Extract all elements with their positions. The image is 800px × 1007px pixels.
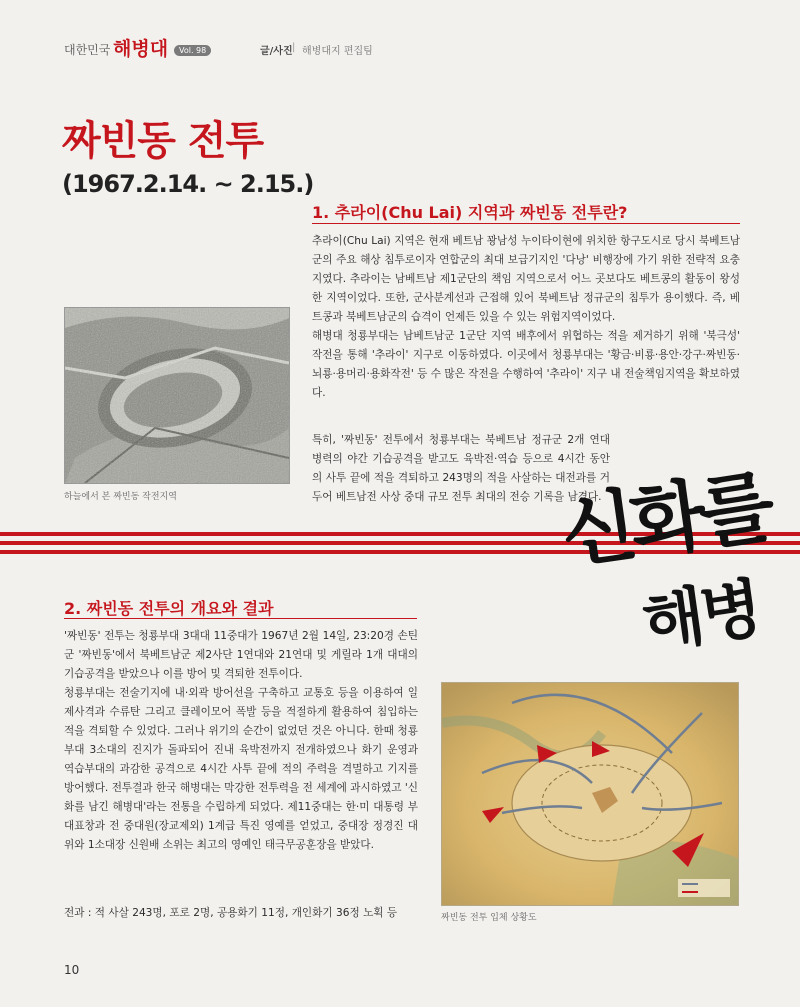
header-separator: | (292, 42, 296, 53)
calligraphy-line2: 해병 (638, 571, 764, 662)
aerial-photo-image (65, 308, 289, 483)
section1-paragraph: 특히, '짜빈동' 전투에서 청룡부대는 북베트남 정규군 2개 연대 병력의 야간 기습공격을 받고도 육박전·역습 등으로 4시간 동안의 사투 끝에 적을 격퇴하고 243명의 적을 사살하는 대전과를 거두어 베트남전 사상 중대 규모 전투 최대의 전승 기록을 남겼다. (312, 434, 610, 503)
article-dates: (1967.2.14. ~ 2.15.) (62, 170, 314, 198)
battle-map (441, 682, 739, 906)
magazine-name: 대한민국 (64, 43, 111, 57)
map-caption: 짜빈동 전투 입체 상황도 (441, 913, 537, 923)
section2-paragraph: '짜빈동' 전투는 청룡부대 3대대 11중대가 1967년 2월 14일, 23:20경 손틴군 '짜빈동'에서 북베트남군 제2사단 1연대와 21연대 및 게릴라 1개 대대의 기습공격을 받았으나 이를 방어 및 격퇴한 전투이다. (64, 630, 418, 680)
magazine-brand: 해병대 (113, 38, 169, 60)
section2-rule (64, 618, 417, 619)
section2-body (64, 627, 418, 855)
section1-paragraph: 추라이(Chu Lai) 지역은 현재 베트남 꽝남성 누이타이현에 위치한 항구도시로 당시 북베트남군의 주요 해상 침투로이자 연합군의 최대 보급기지인 '다낭' 비행장에 가기 위한 전략적 요충지였다. 추라이는 남베트남 제1군단의 책임 지역으로서 어느 곳보다도 베트콩의 활동이 왕성한 지역이었다. 또한, 군사분계선과 근접해 있어 북베트남 정규군의 침투가 용이했다. 즉, 베트콩과 북베트남군의 습격이 언제든 있을 수 있는 위험지역이었다. (312, 235, 740, 323)
aerial-photo (64, 307, 290, 484)
section1-heading: 1. 추라이(Chu Lai) 지역과 짜빈동 전투란? (312, 203, 628, 222)
battle-result: 전과 : 적 사살 243명, 포로 2명, 공용화기 11정, 개인화기 36정 노획 등 (64, 907, 398, 919)
calligraphy-line1: 신화를 (555, 460, 775, 580)
page-number: 10 (64, 963, 80, 977)
section2-heading: 2. 짜빈동 전투의 개요와 결과 (64, 599, 274, 618)
section1-body (312, 232, 740, 403)
section1-rule (312, 223, 740, 224)
battle-map-image (442, 683, 738, 905)
section2-paragraph: 청룡부대는 전술기지에 내·외곽 방어선을 구축하고 교통호 등을 이용하여 일제사격과 수류탄 그리고 클레이모어 폭발 등을 적절하게 활용하여 침입하는 적을 격퇴할 수 있었다. 그러나 위기의 순간이 없었던 것은 아니다. 한때 청룡부대 3소대의 진지가 돌파되어 진내 육박전까지 전개하였으나 화기 운영과 역습부대의 과감한 공격으로 4시간 사투 끝에 적의 주력을 격멸하고 기지를 방어했다. 전투결과 한국 해병대는 막강한 전투력을 전 세계에 과시하였고 '신화를 남긴 해병대'라는 전통을 수립하게 되었다. 제11중대는 한·미 대통령 부대표창과 전 중대원(장교제외) 1계급 특진 영예를 얻었고, 중대장 정경진 대위와 1소대장 신원배 소위는 최고의 영예인 태극무공훈장을 받았다. (64, 687, 418, 851)
article-title: 짜빈동 전투 (62, 118, 264, 164)
photo-caption: 하늘에서 본 짜빈동 작전지역 (64, 492, 177, 502)
credit-team: 해병대지 편집팀 (302, 46, 373, 57)
credit-label: 글/사진 (260, 46, 293, 57)
section1-paragraph: 해병대 청룡부대는 남베트남군 1군단 지역 배후에서 위협하는 적을 제거하기 위해 '북극성' 작전을 통해 '추라이' 지구로 이동하였다. 이곳에서 청룡부대는 '황금·비룡·용안·강구·짜빈동·뇌룡·용머리·용화작전' 등 수 많은 작전을 수행하여 '추라이' 지구 내 전술책임지역을 확보하였다. (312, 330, 740, 399)
volume-badge: Vol. 98 (174, 45, 211, 56)
